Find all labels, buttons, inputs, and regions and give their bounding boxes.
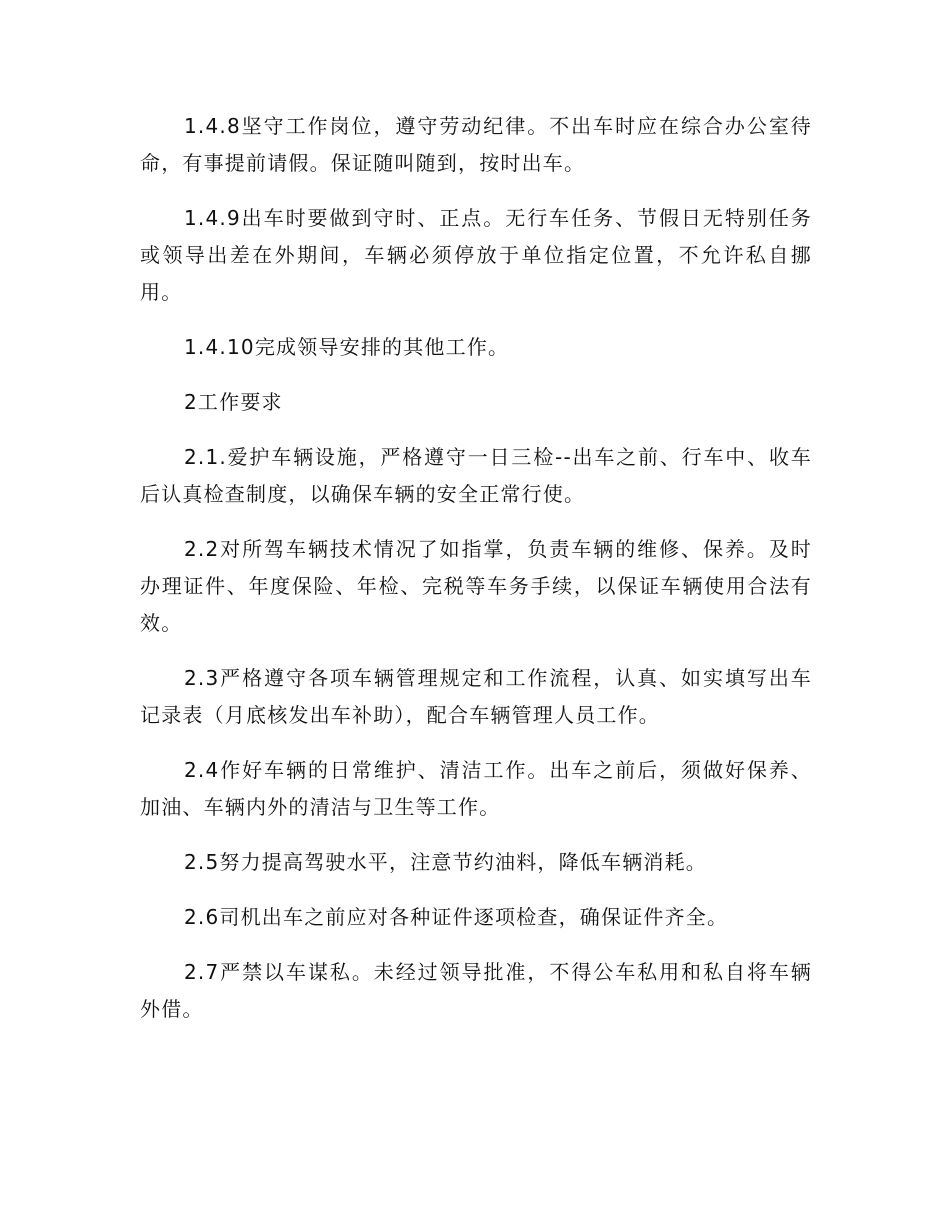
paragraph-2-4: 2.4作好车辆的日常维护、清洁工作。出车之前后，须做好保养、加油、车辆内外的清洁与卫生等工作。 xyxy=(140,758,812,819)
paragraph-2-5: 2.5努力提高驾驶水平，注意节约油料，降低车辆消耗。 xyxy=(184,850,708,874)
paragraph-2-6: 2.6司机出车之前应对各种证件逐项检查，确保证件齐全。 xyxy=(184,905,729,929)
paragraph-2-1: 2.1.爱护车辆设施，严格遵守一日三检--出车之前、行车中、收车后认真检查制度，以确保车辆的安全正常行使。 xyxy=(140,445,812,506)
paragraph-2-3: 2.3严格遵守各项车辆管理规定和工作流程，认真、如实填写出车记录表（月底核发出车补助），配合车辆管理人员工作。 xyxy=(140,666,812,727)
paragraph-1-4-8: 1.4.8坚守工作岗位，遵守劳动纪律。不出车时应在综合办公室待命，有事提前请假。保证随叫随到，按时出车。 xyxy=(140,114,812,175)
section-heading-work-requirements: 2工作要求 xyxy=(184,390,283,414)
paragraph-2-2: 2.2对所驾车辆技术情况了如指掌，负责车辆的维修、保养。及时办理证件、年度保险、年检、完税等车务手续，以保证车辆使用合法有效。 xyxy=(140,537,812,635)
document-body xyxy=(140,108,812,1046)
paragraph-2-7: 2.7严禁以车谋私。未经过领导批准，不得公车私用和私自将车辆外借。 xyxy=(140,960,812,1021)
paragraph-1-4-10: 1.4.10完成领导安排的其他工作。 xyxy=(184,335,510,359)
paragraph-1-4-9: 1.4.9出车时要做到守时、正点。无行车任务、节假日无特别任务或领导出差在外期间，车辆必须停放于单位指定位置，不允许私自挪用。 xyxy=(140,206,812,304)
